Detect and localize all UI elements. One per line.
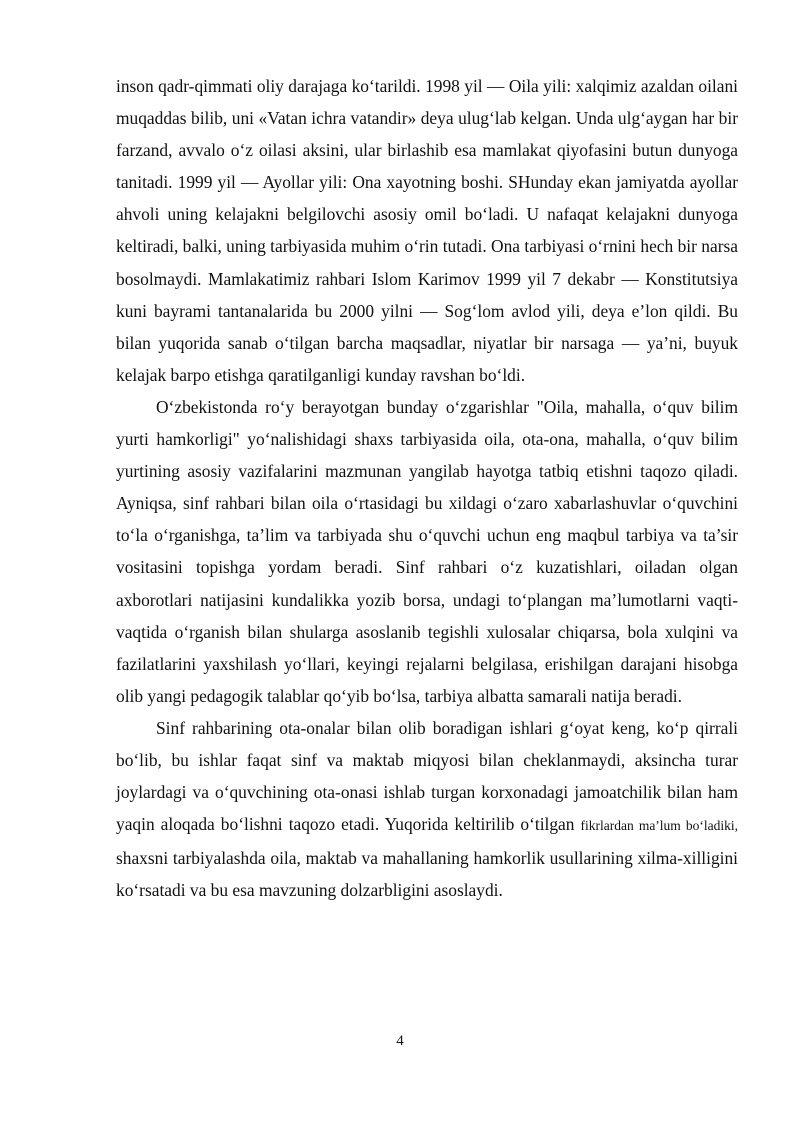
paragraph-3: [116, 712, 738, 907]
paragraph-3-part-2: shaxsni tarbiyalashda oila, maktab va mahallaning hamkorlik usullarining xilma-xilligini ko‘rsatadi va bu esa mavzuning dolzarbligini asoslaydi.: [116, 848, 738, 901]
page-number: 4: [396, 1033, 404, 1049]
paragraph-1: inson qadr-qimmati oliy darajaga ko‘tarildi. 1998 yil — Oila yili: xalqimiz azaldan oilani muqaddas bilib, uni «Vatan ichra vatandir» deya ulug‘lab kelgan. Unda ulg‘aygan har bir farzand, avvalo o‘z oilasi aksini, ular birlashib esa mamlakat qiyofasini butun dunyoga tanitadi. 1999 yil — Ayollar yili: Ona xayotning boshi. SHunday ekan jamiyatda ayollar ahvoli uning kelajakni belgilovchi asosiy omil bo‘ladi. U nafaqat kelajakni dunyoga keltiradi, balki, uning tarbiyasida muhim o‘rin tutadi. Ona tarbiyasi o‘rnini hech bir narsa bosolmaydi. Mamlakatimiz rahbari Islom Karimov 1999 yil 7 dekabr — Konstitutsiya kuni bayrami tantanalarida bu 2000 yilni — Sog‘lom avlod yili, deya e’lon qildi. Bu bilan yuqorida sanab o‘tilgan barcha maqsadlar, niyatlar bir narsaga — ya’ni, buyuk kelajak barpo etishga qaratilganligi kunday ravshan bo‘ldi.: [116, 76, 738, 385]
paragraph-2: O‘zbekistonda ro‘y berayotgan bunday o‘zgarishlar "Oila, mahalla, o‘quv bilim yurti hamkorligi" yo‘nalishidagi shaxs tarbiyasida oila, ota-ona, mahalla, o‘quv bilim yurtining asosiy vazifalarini mazmunan yangilab hayotga tatbiq etishni taqozo qiladi. Ayniqsa, sinf rahbari bilan oila o‘rtasidagi bu xildagi o‘zaro xabarlashuvlar o‘quvchini to‘la o‘rganishga, ta’lim va tarbiyada shu o‘quvchi uchun eng maqbul tarbiya va ta’sir vositasini topishga yordam beradi. Sinf rahbari o‘z kuzatishlari, oiladan olgan axborotlari natijasini kundalikka yozib borsa, undagi to‘plangan ma’lumotlarni vaqti-vaqtida o‘rganish bilan shularga asoslanib tegishli xulosalar chiqarsa, bola xulqini va fazilatlarini yaxshilash yo‘llari, keyingi rejalarni belgilasa, erishilgan darajani hisobga olib yangi pedagogik talablar qo‘yib bo‘lsa, tarbiya albatta samarali natija beradi.: [116, 396, 738, 706]
paragraph-3-part-1: Sinf rahbarining ota-onalar bilan olib boradigan ishlari g‘oyat keng, ko‘p qirrali bo‘lib, bu ishlar faqat sinf va maktab miqyosi bilan cheklanmaydi, aksincha turar joylardagi va o‘quvchining ota-onasi ishlab turgan korxonadagi jamoatchilik bilan ham yaqin aloqada bo‘lishni taqozo etadi. Yuqorida keltirilib o‘tilgan: [116, 717, 738, 835]
body-text: [116, 70, 738, 906]
paragraph-3-small-run: fikrlardan ma’lum bo‘ladiki,: [580, 818, 738, 834]
